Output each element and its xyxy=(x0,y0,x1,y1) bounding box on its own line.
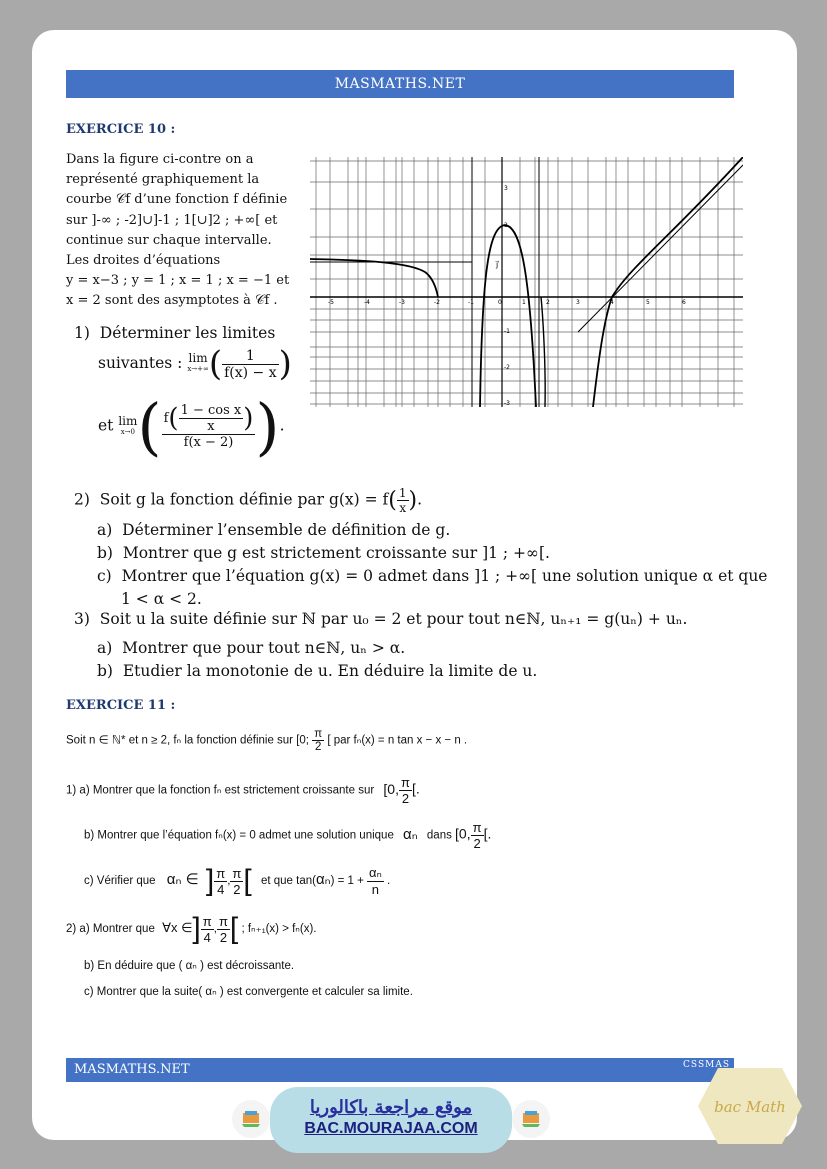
bracket-open: ] xyxy=(192,912,201,945)
pi-over-2 xyxy=(471,820,484,851)
denominator: 4 xyxy=(217,881,225,897)
exercise-11-title: EXERCICE 11 : xyxy=(66,698,176,713)
fraction xyxy=(162,403,256,450)
denominator: 2 xyxy=(401,791,410,806)
et-label: et xyxy=(98,416,114,435)
x-tick-label: -4 xyxy=(364,299,370,306)
fraction-denominator: x xyxy=(399,501,407,515)
sub-question xyxy=(97,519,767,542)
interval-open: [0, xyxy=(383,780,399,797)
intro-line: courbe 𝒞f d’une fonction f définie xyxy=(66,192,288,208)
fraction-numerator: 1 xyxy=(398,486,407,500)
sub-text: Etudier la monotonie de u. En déduire la limite de u. xyxy=(122,662,538,680)
paren-left: ( xyxy=(208,344,223,384)
text: [ par fₙ(x) = n tan x − x − n . xyxy=(327,734,468,747)
ex11-line-1 xyxy=(66,728,467,753)
alpha-n-in: αₙ ∈ xyxy=(166,871,199,889)
y-tick-label: 2 xyxy=(504,222,508,229)
x-tick-label: 4 xyxy=(610,299,614,306)
bracket-open: ] xyxy=(205,864,215,897)
x-tick-label: -1 xyxy=(468,299,474,306)
lim-operator xyxy=(118,413,138,438)
denominator: 2 xyxy=(219,929,228,945)
pi-over-4 xyxy=(201,914,214,945)
ex11-line-7: c) Montrer que la suite( αₙ ) est convergente et calculer sa limite. xyxy=(84,986,413,998)
numerator: π xyxy=(202,913,212,929)
exercise-10-title: EXERCICE 10 : xyxy=(66,122,176,137)
text: et que tan( xyxy=(260,875,316,888)
intro-line: x = 2 sont des asymptotes à 𝒞f . xyxy=(66,293,278,309)
sub-text: Montrer que pour tout n∈ℕ, uₙ > α. xyxy=(122,639,406,657)
sub-question xyxy=(97,565,767,588)
x-tick-label: 0 xyxy=(498,299,502,306)
paren-right: ) xyxy=(278,344,292,384)
ex11-line-4: c) Vérifier que αₙ ∈ ] $\frac{\pi}{4}$ , $\frac{\pi}{2}$ [ et que tan(αₙ) = 1 + $\frac{\text{αₙ}}{n}$ . xyxy=(84,864,391,897)
lim-subscript: x→+∞ xyxy=(187,365,209,373)
question-number: 1) xyxy=(74,324,90,342)
question-3 xyxy=(74,610,687,628)
inner-denominator: x xyxy=(207,419,215,434)
pi-over-2 xyxy=(312,728,324,753)
question-2-items xyxy=(97,519,767,611)
lim-text: lim xyxy=(118,413,138,428)
sub-question xyxy=(97,542,767,565)
denominator: n xyxy=(371,882,380,897)
ex11-line-6: b) En déduire que ( αₙ ) est décroissante. xyxy=(84,960,295,972)
denominator: 2 xyxy=(314,741,322,753)
promo-arabic[interactable]: موقع مراجعة باكالوريا xyxy=(309,1097,473,1118)
x-tick-label: 6 xyxy=(682,299,686,306)
numerator: αₙ xyxy=(369,865,382,880)
lim-text: lim xyxy=(188,351,208,365)
x-tick-label: 1 xyxy=(522,299,526,306)
logo-left-icon xyxy=(232,1100,270,1138)
intro-line: représenté graphiquement la xyxy=(66,172,260,188)
logo-right-icon xyxy=(512,1100,550,1138)
fraction xyxy=(222,348,279,381)
sub-question xyxy=(97,660,537,683)
question-2: 2) Soit g la fonction définie par g(x) = f( $\frac{1}{x}$ ). xyxy=(74,486,423,515)
intro-line: Les droites d’équations xyxy=(66,253,221,269)
text: ) = 1 + xyxy=(330,875,364,888)
inner-numerator: 1 − cos x xyxy=(180,403,242,418)
sub-text: 1 < α < 2. xyxy=(121,590,202,608)
sub-text: Déterminer l’ensemble de définition de g. xyxy=(122,521,451,539)
text: Soit n ∈ ℕ* et n ≥ 2, fₙ la fonction définie sur [0; xyxy=(66,734,309,747)
unit-vector-label: j⃗ xyxy=(496,260,499,269)
function-graph xyxy=(310,157,743,407)
text: 2) a) Montrer que xyxy=(66,923,155,936)
x-tick-label: 2 xyxy=(546,299,550,306)
curve-right-branch xyxy=(593,157,743,407)
numerator: π xyxy=(472,820,482,835)
bracket-close: [ xyxy=(243,864,252,897)
question-number: 2) xyxy=(74,490,90,509)
forall-x-in: ∀x ∈ xyxy=(162,920,193,936)
badge-text: bac Math xyxy=(714,1098,786,1116)
text: c) Vérifier que xyxy=(84,875,156,888)
sub-text: Montrer que l’équation g(x) = 0 admet dans ]1 ; +∞[ une solution unique α et que xyxy=(121,567,768,585)
fraction-numerator: f( $\frac{\text{1 − cos x}}{x}$ ) xyxy=(163,403,254,434)
suivantes-label: suivantes : xyxy=(98,354,183,372)
pi-over-2 xyxy=(230,866,243,897)
denominator: 4 xyxy=(203,929,211,945)
footer-right-text: CSSMAS xyxy=(683,1060,730,1070)
text: b) Montrer que l’équation fₙ(x) = 0 admet une solution unique xyxy=(84,829,394,842)
fraction-numerator: 1 xyxy=(222,348,279,365)
promo-link[interactable] xyxy=(270,1087,512,1153)
sub-question xyxy=(97,637,537,660)
limit-1 xyxy=(98,344,292,384)
sub-label: a) xyxy=(97,521,113,539)
numerator: π xyxy=(216,865,226,881)
question-3-items xyxy=(97,637,537,683)
x-tick-label: -5 xyxy=(328,299,334,306)
question-text: Soit g la fonction définie par g(x) = f xyxy=(99,490,389,509)
sub-question xyxy=(97,588,767,611)
sub-text: Montrer que g est strictement croissante sur ]1 ; +∞[. xyxy=(122,544,550,562)
x-tick-label: 5 xyxy=(646,299,650,306)
inner-fraction xyxy=(179,403,244,434)
numerator: π xyxy=(218,913,228,929)
intro-line: y = x−3 ; y = 1 ; x = 1 ; x = −1 et xyxy=(66,273,290,289)
sub-label: b) xyxy=(97,662,113,680)
y-tick-label: 3 xyxy=(504,185,508,192)
lim-operator xyxy=(187,353,209,375)
bracket-close: [ xyxy=(229,912,239,945)
question-text: Déterminer les limites xyxy=(99,324,276,342)
curve-left-branch xyxy=(310,259,438,297)
interval-close: [. xyxy=(483,825,492,842)
bac-math-badge xyxy=(698,1066,802,1146)
question-number: 3) xyxy=(74,610,90,628)
limit-2 xyxy=(98,390,285,463)
intro-line: continue sur chaque intervalle. xyxy=(66,232,272,248)
y-tick-label: -2 xyxy=(504,364,510,371)
header-banner: MASMATHS.NET xyxy=(66,70,734,98)
y-tick-label: -1 xyxy=(504,328,510,335)
x-tick-label: 3 xyxy=(576,299,580,306)
x-tick-label: -2 xyxy=(434,299,440,306)
pi-over-2 xyxy=(399,775,412,806)
y-tick-label: -3 xyxy=(504,400,510,407)
alpha-n-over-n xyxy=(367,865,384,897)
paren-right: ) xyxy=(255,390,280,463)
alpha-n: αₙ xyxy=(403,825,418,843)
question-1 xyxy=(74,324,275,342)
question-text: Soit u la suite définie sur ℕ par u₀ = 2 et pour tout n∈ℕ, uₙ₊₁ = g(uₙ) + uₙ. xyxy=(99,610,688,628)
numerator: π xyxy=(314,728,323,740)
intro-line: sur ]-∞ ; -2]∪]-1 ; 1[∪]2 ; +∞[ et xyxy=(66,212,278,228)
sub-label: c) xyxy=(97,567,112,585)
text: ; fₙ₊₁(x) > fₙ(x). xyxy=(241,923,317,936)
tick-labels xyxy=(328,185,686,407)
curve-near-x1 xyxy=(541,297,545,407)
f-symbol: f xyxy=(163,411,169,426)
period: . xyxy=(417,490,423,509)
ex11-line-3 xyxy=(84,820,491,851)
numerator: π xyxy=(232,865,242,881)
pi-over-2 xyxy=(217,914,230,945)
intro-line: Dans la figure ci-contre on a xyxy=(66,152,254,167)
fraction-denominator: f(x − 2) xyxy=(183,435,234,450)
promo-url[interactable]: BAC.MOURAJAA.COM xyxy=(304,1120,478,1137)
text: dans xyxy=(426,829,452,842)
sub-label: b) xyxy=(97,544,113,562)
fraction xyxy=(397,486,409,515)
alpha-n: αₙ xyxy=(315,871,331,889)
sub-label: a) xyxy=(97,639,113,657)
interval-close: [. xyxy=(411,780,420,797)
text: 1) a) Montrer que la fonction fₙ est strictement croissante sur xyxy=(66,784,375,797)
lim-subscript: x→0 xyxy=(120,427,136,436)
interval-open: [0, xyxy=(455,825,471,842)
curve-middle-branch xyxy=(480,225,536,407)
pi-over-4 xyxy=(214,866,227,897)
ex11-line-5: 2) a) Montrer que ∀x ∈] $\frac{\pi}{4}$ , $\frac{\pi}{2}$ [ ; fₙ₊₁(x) > fₙ(x). xyxy=(66,912,317,945)
denominator: 2 xyxy=(473,836,481,851)
ex11-line-2 xyxy=(66,775,420,806)
numerator: π xyxy=(400,775,410,790)
footer-site: MASMATHS.NET xyxy=(74,1062,190,1077)
fraction-denominator: f(x) − x xyxy=(224,364,277,381)
x-tick-label: -3 xyxy=(399,299,405,306)
exercise-10-intro xyxy=(66,150,289,312)
period: . xyxy=(386,875,391,888)
denominator: 2 xyxy=(233,881,241,897)
period: . xyxy=(279,416,285,435)
footer-banner xyxy=(66,1058,734,1082)
paren-left: ( xyxy=(137,390,162,463)
